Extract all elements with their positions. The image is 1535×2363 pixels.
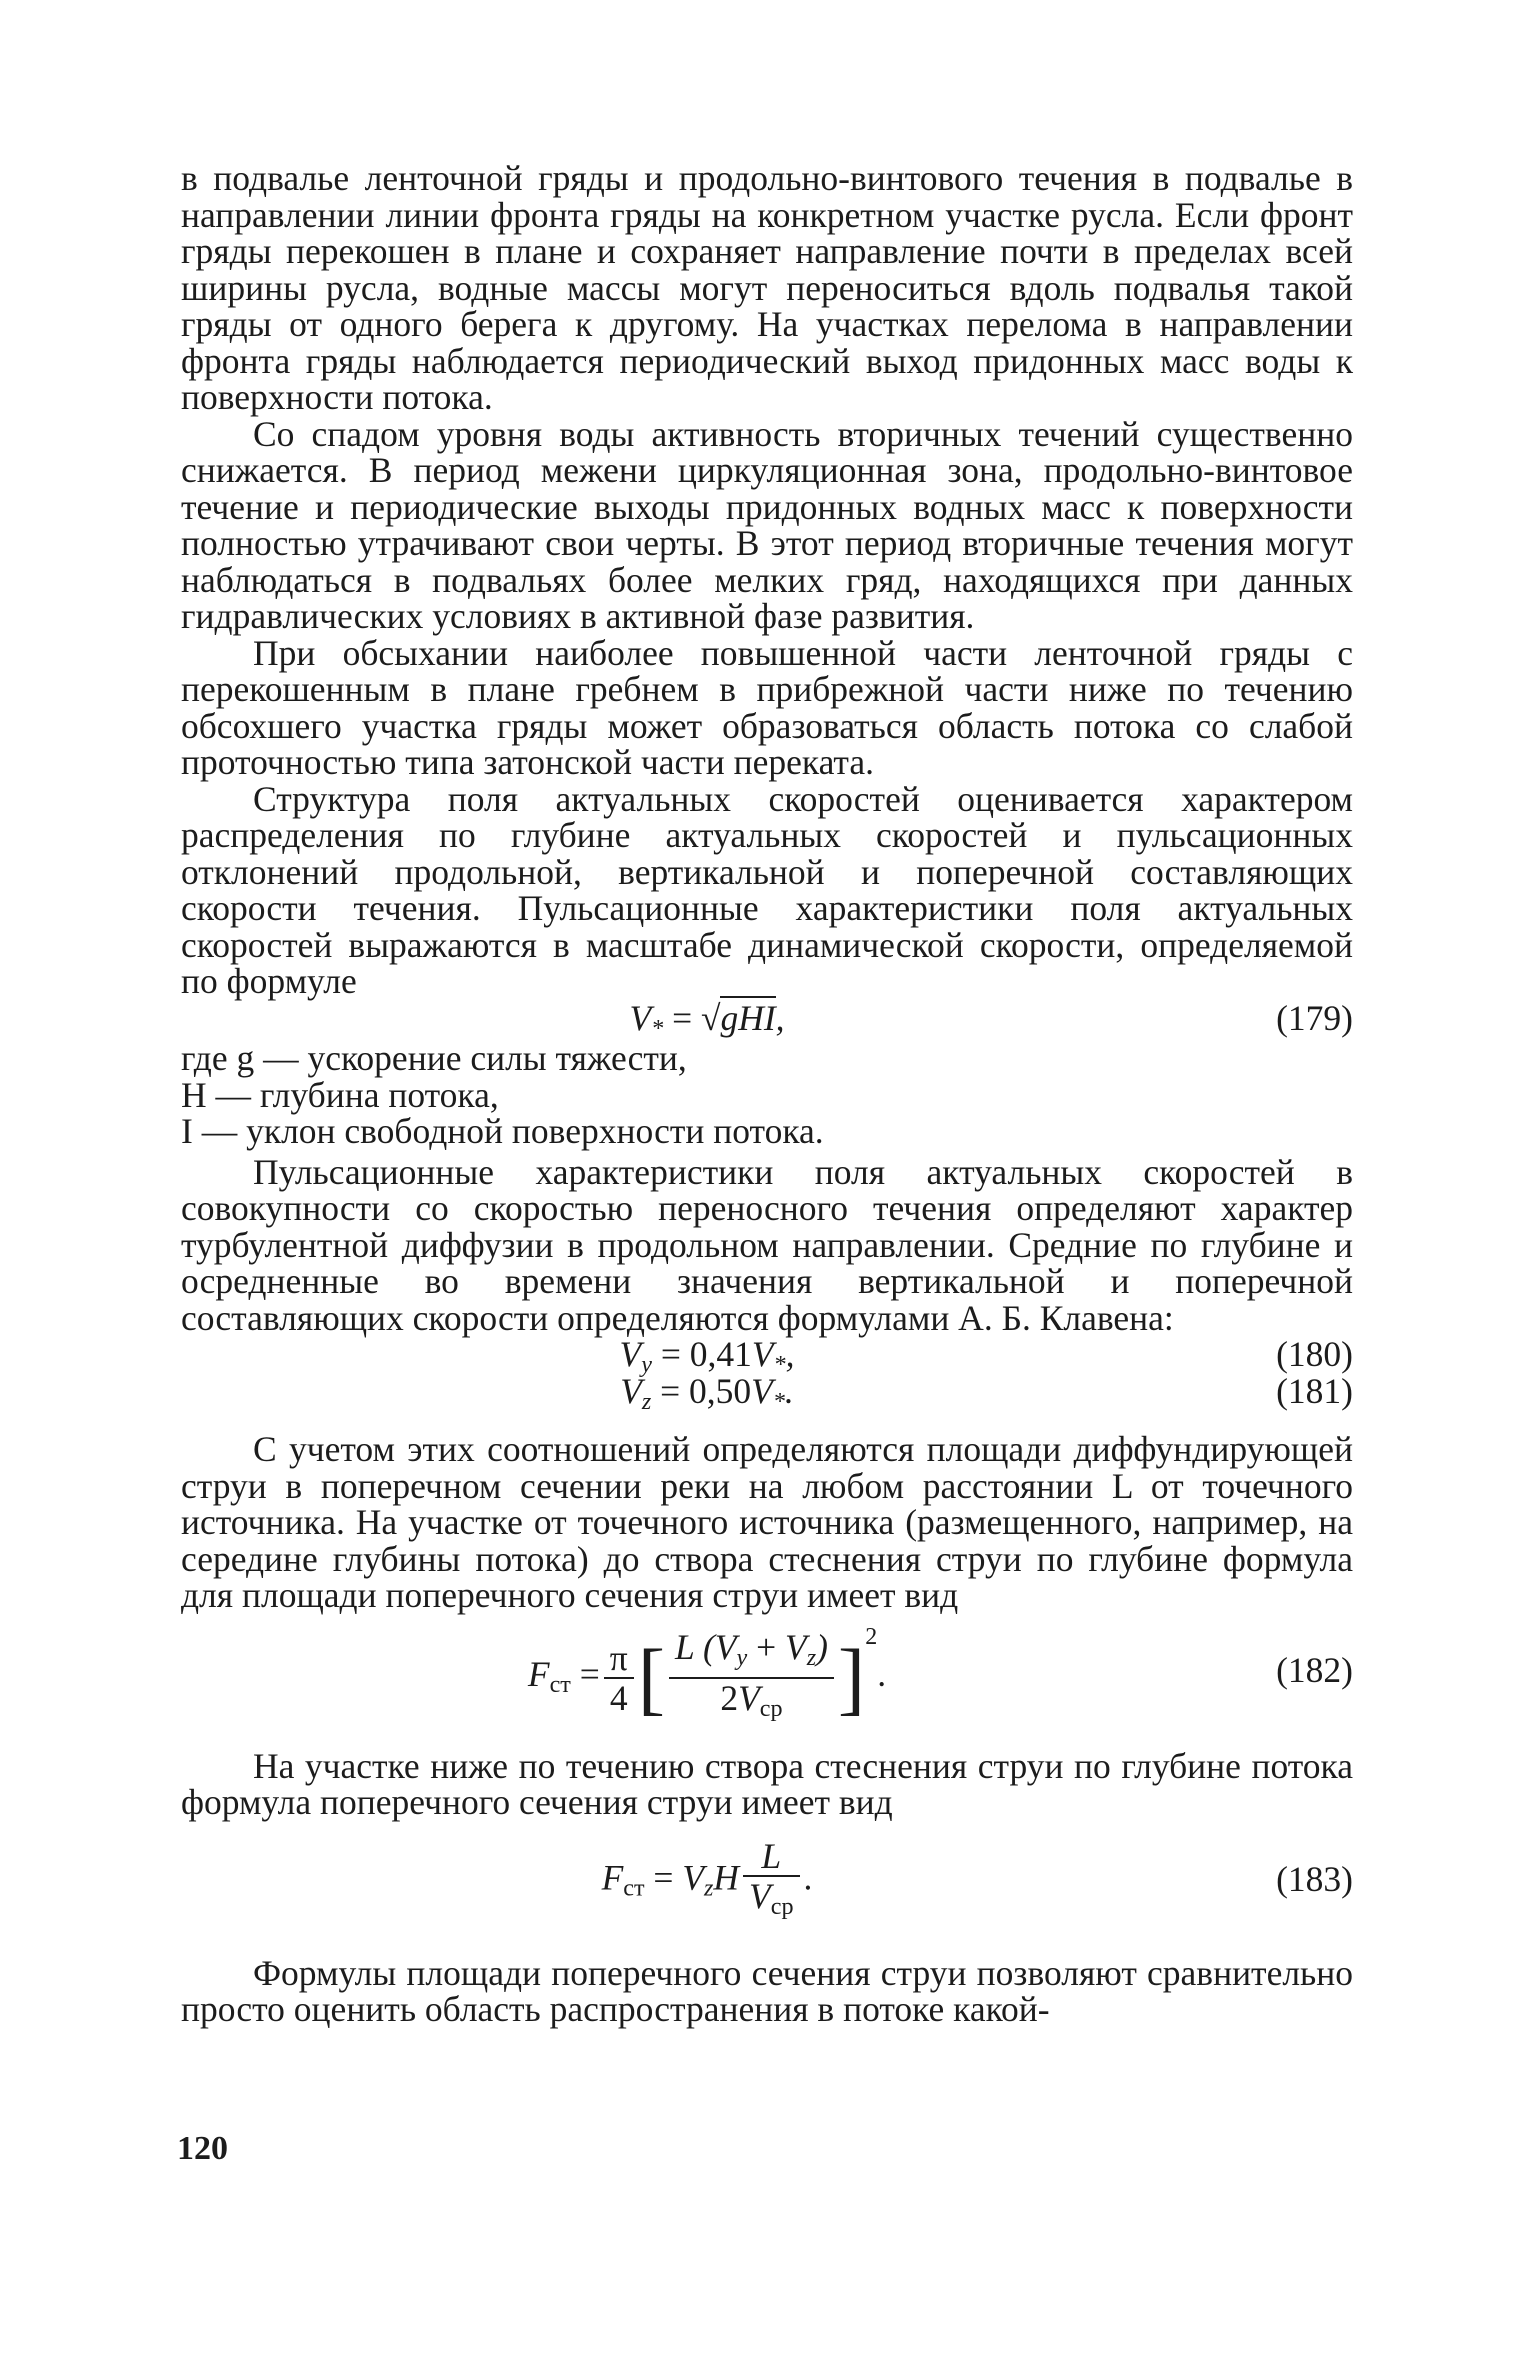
paragraph-1: в подвалье ленточной гряды и продольно-винтового течения в подвалье в направлении линии фронта гряды на конкретном участке русла. Если фронт гряды перекошен в плане и сохраняет направление почти в пределах всей ширины русла, водные массы могут переноситься вдоль подвалья такой гряды от одного берега к другому. На участках перелома в направлении фронта гряды наблюдается периодический выход придонных масс воды к поверхности потока.: [181, 158, 1353, 417]
text-block: [181, 160, 1353, 2028]
equation-181: [181, 1370, 1353, 1415]
formula-vertical-velocity: $V_y = 0,41V_*$,: [619, 1334, 795, 1379]
equation-number: (179): [1276, 997, 1353, 1038]
definition-g: где g — ускорение силы тяжести,: [181, 1038, 687, 1078]
paragraph-5: Пульсационные характеристики поля актуальных скоростей в совокупности со скоростью переносного течения определяют характер турбулентной диффузии в продольном направлении. Средние по глубине и осредненные во времени значения вертикальной и поперечной составляющих скорости определяются формулами А. Б. Клавена:: [181, 1151, 1353, 1338]
formula-transverse-velocity: $V_z = 0,50V_*$.: [620, 1370, 794, 1415]
paragraph-6: С учетом этих соотношений определяются площади диффундирующей струи в поперечном сечении реки на любом расстоянии L от точечного источника. На участке от точечного источника (размещенного, например, на середине глубины потока) до створа стеснения струи по глубине формула для площади поперечного сечения струи имеет вид: [181, 1429, 1353, 1615]
formula-jet-area-far: $F_{ст} = V_zH$ $\frac{L}{V_{ср}}$ .: [601, 1835, 813, 1920]
definition-list: [181, 1040, 1353, 1150]
equation-183: [181, 1821, 1353, 1933]
equation-number: (180): [1276, 1334, 1353, 1374]
equation-182: [181, 1614, 1353, 1726]
paragraph-4: Структура поля актуальных скоростей оценивается характером распределения по глубине актуальных скоростей и пульсационных отклонений продольной, вертикальной и поперечной составляющих скорости течения. Пульсационные характеристики поля актуальных скоростей выражаются в масштабе динамической скорости, определяемой по формуле: [181, 778, 1353, 1001]
equation-number: (181): [1276, 1370, 1353, 1411]
definition-i: I — уклон свободной поверхности потока.: [181, 1111, 824, 1151]
page-number: 120: [177, 2130, 228, 2167]
paragraph-7: На участке ниже по течению створа стеснения струи по глубине потока формула поперечного сечения струи имеет вид: [181, 1745, 1353, 1822]
definition-h: H — глубина потока,: [181, 1074, 499, 1115]
equation-180: [181, 1334, 1353, 1379]
formula-jet-area-near: $F_{ст}$ = $\frac{\pi}{4}$ [ $\frac{L (V_y + V_z)}{2V_{ср}}$ ]$^2$.: [527, 1624, 887, 1723]
paragraph-8: Формулы площади поперечного сечения струи позволяют сравнительно просто оценить область распространения в потоке какой-: [181, 1952, 1353, 2029]
equation-number: (182): [1276, 1649, 1353, 1690]
paragraph-2: Со спадом уровня воды активность вторичных течений существенно снижается. В период межени циркуляционная зона, продольно-винтовое течение и периодические выходы придонных водных масс к поверхности полностью утрачивают свои черты. В этот период вторичные течения могут наблюдаться в подвальях более мелких гряд, находящихся при данных гидравлических условиях в активной фазе развития.: [181, 413, 1353, 636]
formula-dynamic-velocity: $V_* = √gHI$,: [629, 997, 785, 1042]
equation-number: (183): [1276, 1858, 1353, 1899]
paragraph-3: При обсыхании наиболее повышенной части ленточной гряды с перекошенным в плане гребнем в прибрежной части ниже по течению обсохшего участка гряды может образоваться область потока со слабой проточностью типа затонской части переката.: [181, 632, 1353, 782]
equation-179: [181, 997, 1353, 1042]
